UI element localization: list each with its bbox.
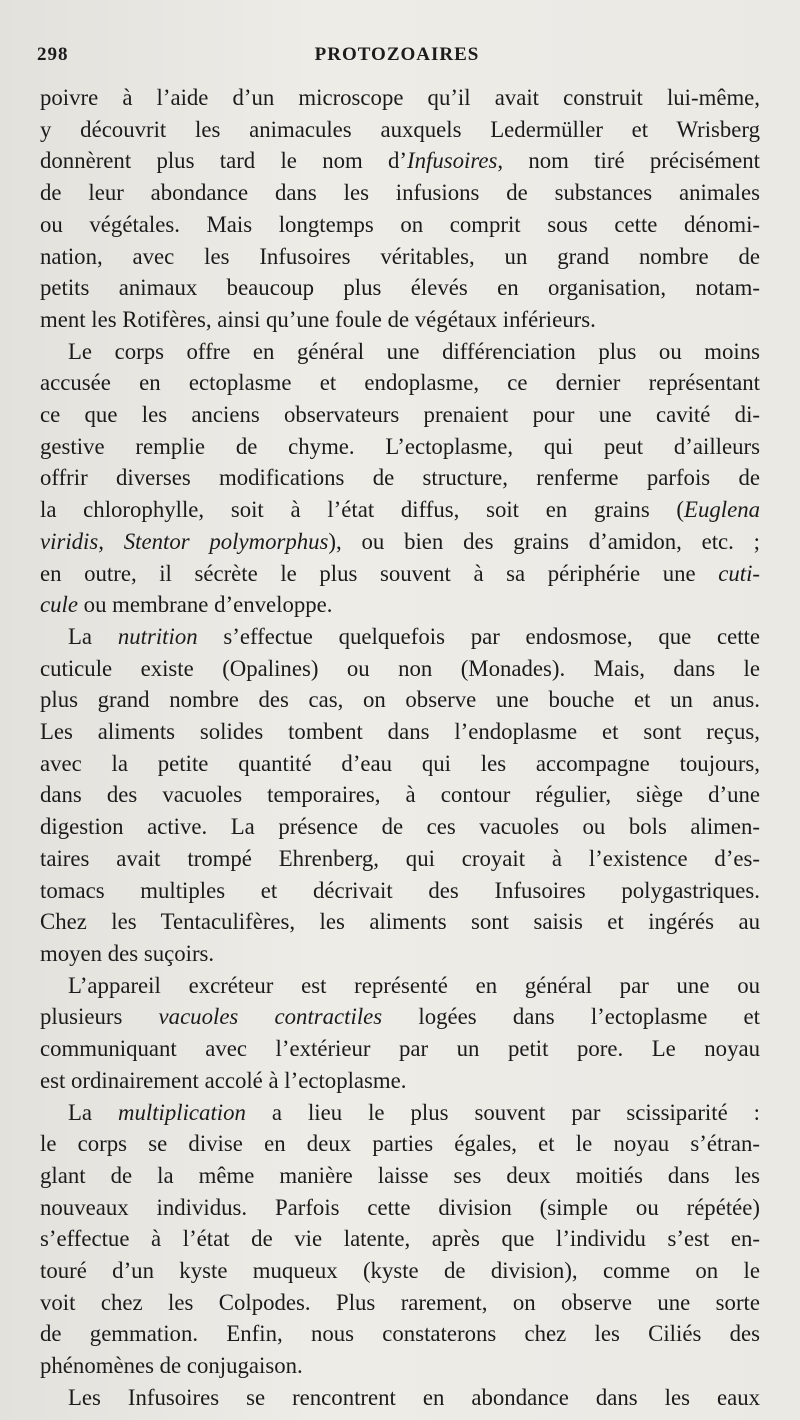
text-line: cuticule existe (Opalines) ou non (Monades). Mais, dans le [40,655,760,681]
text-line: Le corps offre en général une différenciation plus ou moins [68,338,760,364]
text-line: cule ou membrane d’enveloppe. [40,592,333,618]
text-line: poivre à l’aide d’un microscope qu’il avait construit lui-même, [40,85,760,110]
text-line: Les Infusoires se rencontrent en abondance dans les eaux [68,1384,760,1410]
text-line: dans des vacuoles temporaires, à contour régulier, siège d’une [40,782,760,808]
body-text [40,82,760,1414]
text-line: phénomènes de conjugaison. [40,1353,303,1379]
text-line: la chlorophylle, soit à l’état diffus, soit en grains (Euglena [40,497,760,523]
text-line: nouveaux individus. Parfois cette division (simple ou répétée) [40,1194,760,1220]
running-title: PROTOZOAIRES [314,44,480,65]
text-line: ou végétales. Mais longtemps on comprit sous cette dénomi- [40,211,760,237]
text-line: est ordinairement accolé à l’ectoplasme. [40,1067,407,1093]
text-line: La nutrition s’effectue quelquefois par endosmose, que cette [68,623,761,649]
text-line: avec la petite quantité d’eau qui les accompagne toujours, [40,750,760,776]
page-number: 298 [37,44,69,65]
text-line: de gemmation. Enfin, nous constaterons chez les Ciliés des [40,1321,760,1347]
paragraph [40,621,760,970]
paragraph [40,82,760,336]
text-line: moyen des suçoirs. [40,940,215,966]
text-line: voit chez les Colpodes. Plus rarement, on observe une sorte [40,1289,760,1315]
text-line: L’appareil excréteur est représenté en général par une ou [68,972,760,998]
page-header [37,44,757,74]
text-line: accusée en ectoplasme et endoplasme, ce dernier représentant [40,370,760,396]
text-line: tomacs multiples et décrivait des Infusoires polygastriques. [40,877,760,903]
text-line: s’effectue à l’état de vie latente, après que l’individu s’est en- [40,1226,760,1252]
text-line: taires avait trompé Ehrenberg, qui croyait à l’existence d’es- [40,845,760,871]
text-line: La multiplication a lieu le plus souvent par scissiparité : [68,1099,760,1125]
text-line: plusieurs vacuoles contractiles logées dans l’ectoplasme et [40,1004,760,1030]
text-line: communiquant avec l’extérieur par un petit pore. Le noyau [40,1036,760,1062]
paragraph [40,1382,760,1414]
text-line: glant de la même manière laisse ses deux moitiés dans les [40,1162,760,1188]
paragraph [40,336,760,621]
paragraph [40,1097,760,1382]
text-line: nation, avec les Infusoires véritables, un grand nombre de [40,243,760,269]
text-line: offrir diverses modifications de structure, renferme parfois de [40,465,760,491]
text-line: ment les Rotifères, ainsi qu’une foule de végétaux inférieurs. [40,306,596,332]
text-line: y découvrit les animacules auxquels Ledermüller et Wrisberg [40,116,760,142]
text-line: ce que les anciens observateurs prenaient pour une cavité di- [40,402,760,428]
text-line: de leur abondance dans les infusions de substances animales [40,180,760,206]
text-line: gestive remplie de chyme. L’ectoplasme, qui peut d’ailleurs [40,433,760,459]
text-line: Les aliments solides tombent dans l’endoplasme et sont reçus, [40,719,760,745]
text-line: touré d’un kyste muqueux (kyste de division), comme on le [40,1258,760,1284]
paragraph [40,970,760,1097]
text-line: Chez les Tentaculifères, les aliments sont saisis et ingérés au [40,909,760,935]
text-line: plus grand nombre des cas, on observe une bouche et un anus. [40,687,760,713]
text-line: petits animaux beaucoup plus élevés en organisation, notam- [40,275,760,301]
text-line: donnèrent plus tard le nom d’Infusoires, nom tiré précisément [40,148,760,174]
text-line: digestion active. La présence de ces vacuoles ou bols alimen- [40,814,760,840]
text-line: viridis, Stentor polymorphus), ou bien des grains d’amidon, etc. ; [40,528,760,554]
text-line: en outre, il sécrète le plus souvent à sa périphérie une cuti- [40,560,760,586]
text-line: le corps se divise en deux parties égales, et le noyau s’étran- [40,1131,760,1157]
